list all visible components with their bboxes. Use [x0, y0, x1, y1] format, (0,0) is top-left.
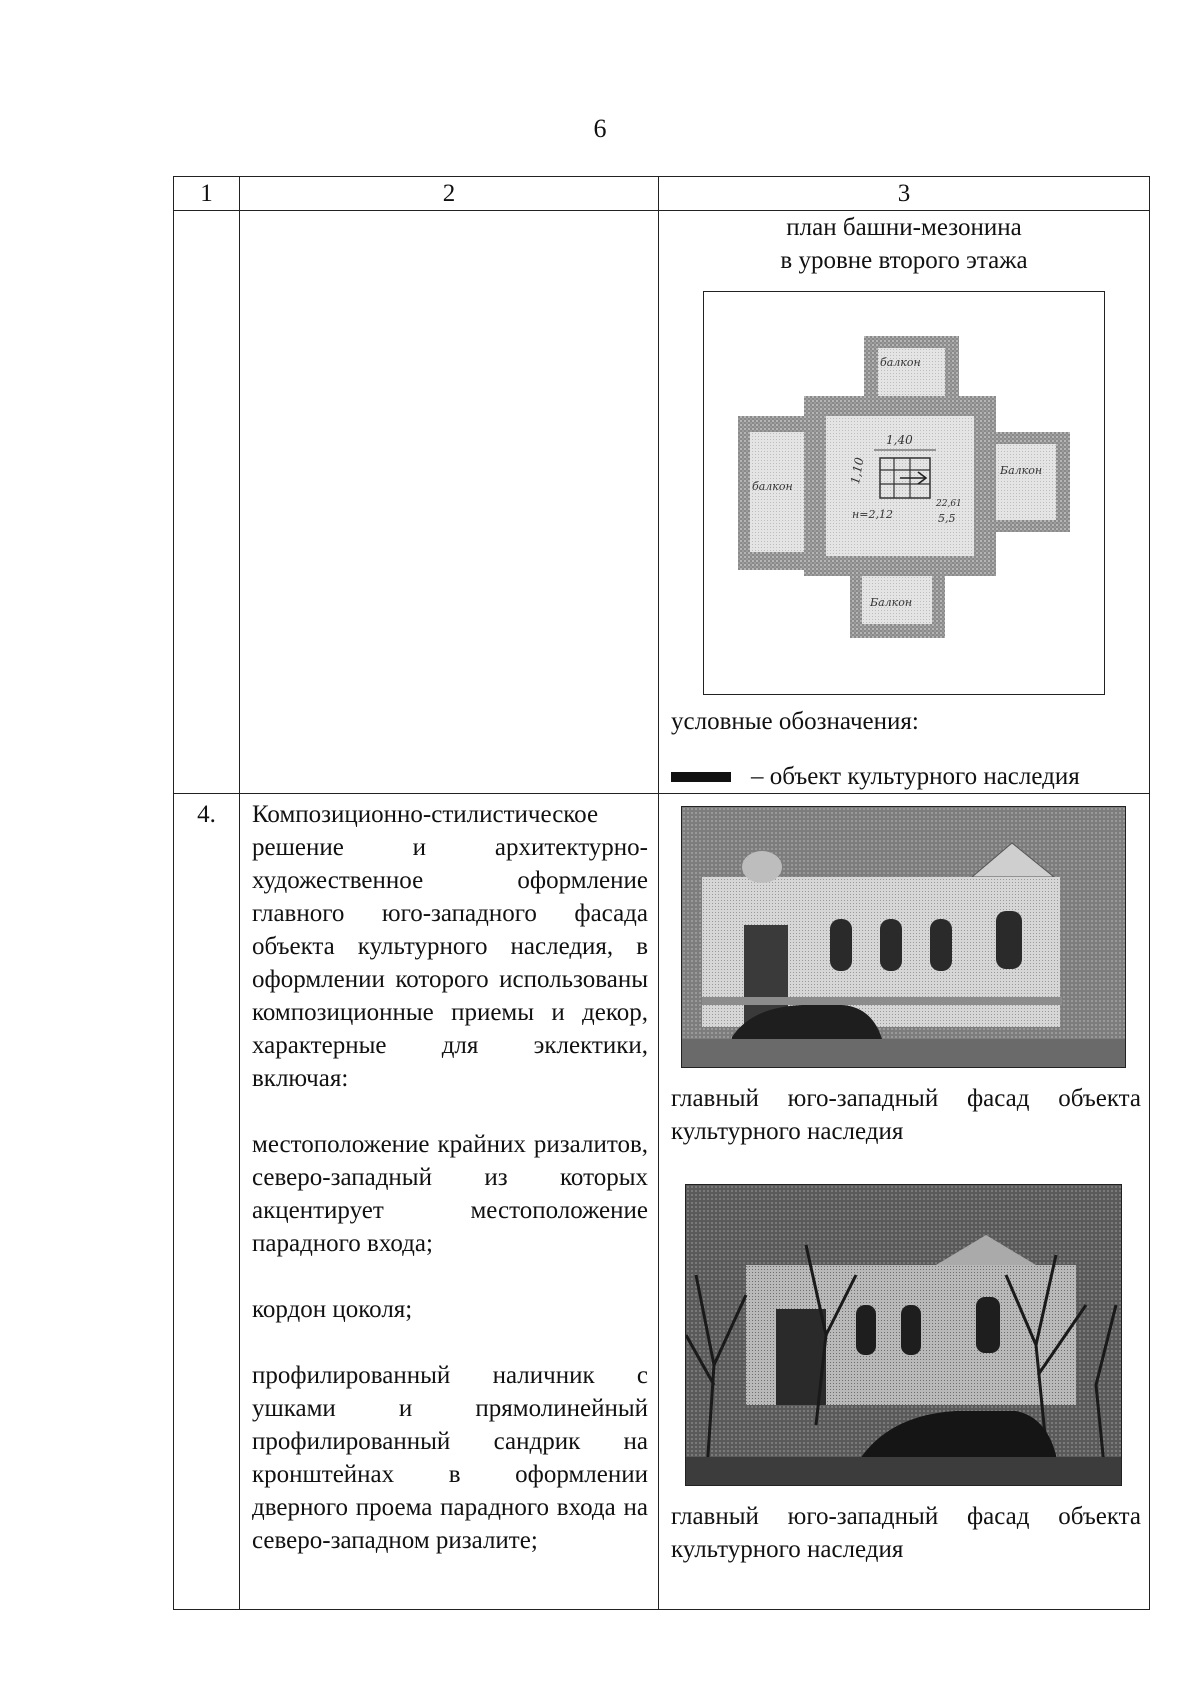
row1-col-1 — [174, 211, 240, 794]
legend-swatch — [671, 772, 731, 782]
plan-caption-line-1: план башни-мезонина — [786, 214, 1022, 241]
description-paragraph: профилированный наличник с ушками и прямолинейный профилированный сандрик на кронштейнах в оформлении дверного проема парадного входа на северо-западном ризалите; — [252, 1362, 648, 1554]
header-col-2: 2 — [240, 177, 659, 211]
header-col-1: 1 — [174, 177, 240, 211]
plan-label-dim-side: 1,10 — [848, 456, 867, 486]
plan-label-area-2: 5,5 — [938, 512, 956, 525]
legend-title: условные обозначения: — [671, 708, 919, 735]
plan-label-balcony-bottom: Балкон — [870, 596, 913, 609]
row-number: 4. — [174, 794, 240, 1610]
plan-balcony-top — [864, 336, 959, 406]
tower-floor-plan — [703, 291, 1105, 695]
facade-photo-1 — [681, 806, 1126, 1068]
header-col-3: 3 — [659, 177, 1150, 211]
facade-photo-2 — [685, 1184, 1122, 1486]
row2-description-cell — [240, 794, 659, 1610]
plan-caption — [659, 211, 1149, 277]
photo-2-caption: главный юго-западный фасад объекта культурного наследия — [671, 1503, 1141, 1563]
plan-tower-room — [804, 396, 996, 576]
row1-col-3 — [659, 211, 1150, 794]
floor-plan-drawing — [704, 292, 1104, 694]
plan-label-area: 22,61 — [936, 499, 962, 509]
row1-col-2 — [240, 211, 659, 794]
legend-item-label: – объект культурного наследия — [751, 763, 1080, 790]
heritage-table — [173, 176, 1150, 1610]
photo-1-caption: главный юго-западный фасад объекта культурного наследия — [671, 1085, 1141, 1145]
page-number: 6 — [593, 114, 607, 143]
table-row-4 — [174, 794, 1150, 1610]
plan-caption-line-2: в уровне второго этажа — [780, 247, 1028, 274]
row2-photos-cell — [659, 794, 1150, 1610]
plan-label-balcony-right: Балкон — [1000, 464, 1043, 477]
description-paragraph: Композиционно-стилистическое решение и архитектурно-художественное оформление главного юго-западного фасада объекта культурного наследия, в оформлении которого использованы композиционные приемы и декор, характерные для эклектики, включая: — [252, 801, 648, 1092]
table-row-plan — [174, 211, 1150, 794]
table-header-row — [174, 177, 1150, 211]
plan-label-balcony-top: балкон — [880, 356, 921, 369]
description-text — [240, 794, 658, 1557]
description-paragraph: местоположение крайних ризалитов, северо-западный из которых акцентирует местоположение парадного входа; — [252, 1131, 648, 1257]
legend-row — [671, 760, 1149, 793]
plan-label-height: н=2,12 — [852, 508, 893, 521]
plan-balcony-right — [990, 432, 1070, 532]
description-paragraph: кордон цоколя; — [252, 1296, 413, 1323]
plan-label-balcony-left: балкон — [752, 480, 793, 493]
plan-label-dim-top: 1,40 — [886, 433, 913, 447]
